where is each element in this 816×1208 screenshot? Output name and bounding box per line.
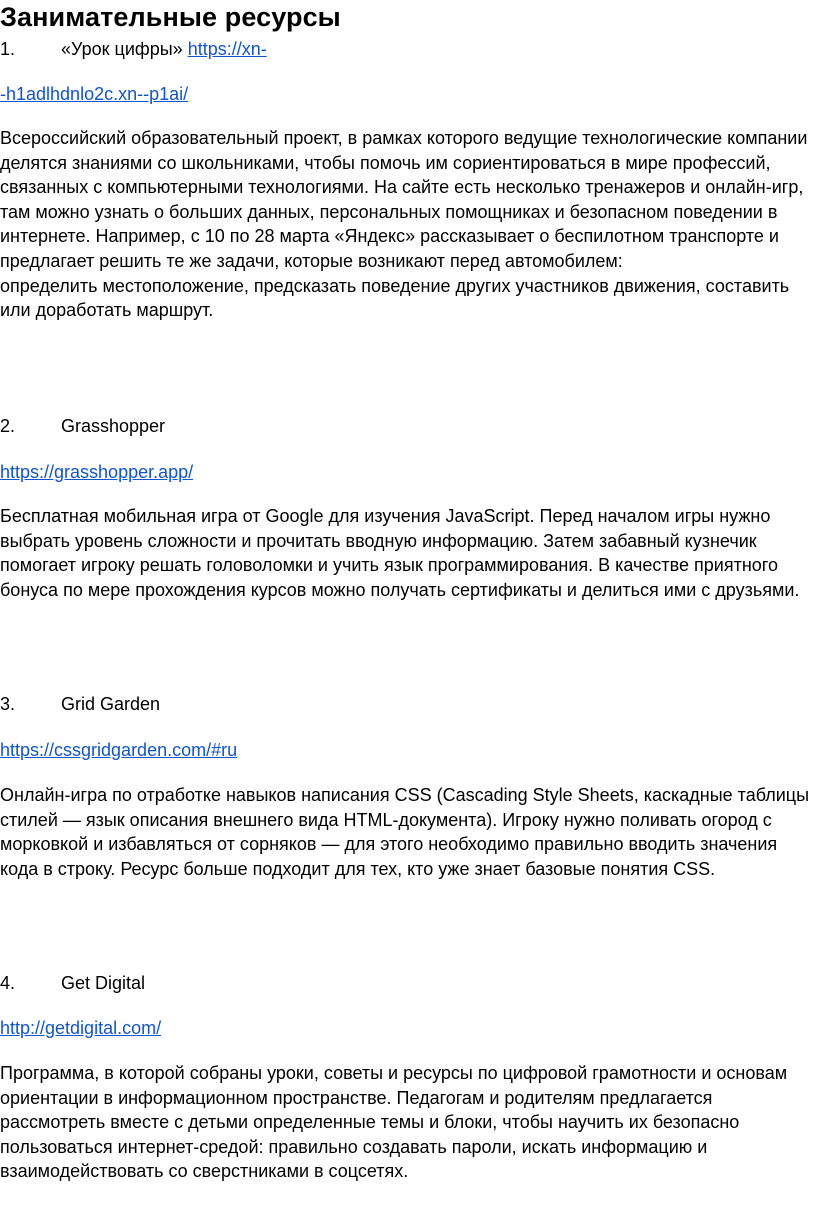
section-number: 4. [0, 973, 16, 993]
section-name: Get Digital [61, 973, 146, 993]
section-description: Онлайн-игра по отработке навыков написания CSS (Cascading Style Sheets, каскадные таблицы стилей — язык описания внешнего вида HTML-документа). Игроку нужно поливать огород с морковкой и избавляться от сорняков — для этого необходимо правильно вводить значения кода в строку. Ресурс больше подходит для тех, кто уже знает базовые понятия CSS. [0, 785, 810, 879]
section-name: Grasshopper [61, 416, 166, 436]
section-heading [61, 38, 267, 60]
section-description: Бесплатная мобильная игра от Google для изучения JavaScript. Перед началом игры нужно выбрать уровень сложности и прочитать вводную информацию. Затем забавный кузнечик помогает игроку решать головоломки и учить язык программирования. В качестве приятного бонуса по мере прохождения курсов можно получать сертификаты и делиться ими с друзьями. [0, 506, 800, 600]
section-number: 2. [0, 416, 16, 436]
section-description: Программа, в которой собраны уроки, советы и ресурсы по цифровой грамотности и основам ориентации в информационном пространстве. Педагогам и родителям предлагается рассмотреть вместе с детьми определенные темы и блоки, чтобы научить их безопасно пользоваться интернет-средой: правильно создавать пароли, искать информацию и взаимодействовать со сверстниками в соцсетях. [0, 1063, 788, 1182]
resource-link[interactable]: https://grasshopper.app/ [0, 462, 194, 482]
section-name: «Урок цифры» [61, 39, 183, 59]
resource-link[interactable]: http://getdigital.com/ [0, 1018, 162, 1038]
description-text-continued: определить местоположение, предсказать поведение других участников движения, составить или доработать маршрут. [0, 275, 790, 321]
resource-link-continued[interactable]: -h1adlhdnlo2c.xn--p1ai/ [0, 84, 189, 104]
section-number: 3. [0, 694, 16, 714]
description-text: Всероссийский образовательный проект, в рамках которого ведущие технологические компании делятся знаниями со школьниками, чтобы помочь им сориентироваться в мире профессий, связанных с компьютерными технологиями. На сайте есть несколько тренажеров и онлайн-игр, там можно узнать о больших данных, персональных помощниках и безопасном поведении в интернете. Например, с 10 по 28 марта «Яндекс» рассказывает о беспилотном транспорте и предлагает решить те же задачи, которые возникают перед автомобилем: [0, 128, 808, 271]
section-description [0, 126, 812, 323]
section-number: 1. [0, 39, 16, 59]
section-name: Grid Garden [61, 694, 161, 714]
resource-link[interactable]: https://xn- [187, 39, 267, 59]
resource-link[interactable]: https://cssgridgarden.com/#ru [0, 740, 238, 760]
document-title: Занимательные ресурсы [0, 2, 341, 32]
